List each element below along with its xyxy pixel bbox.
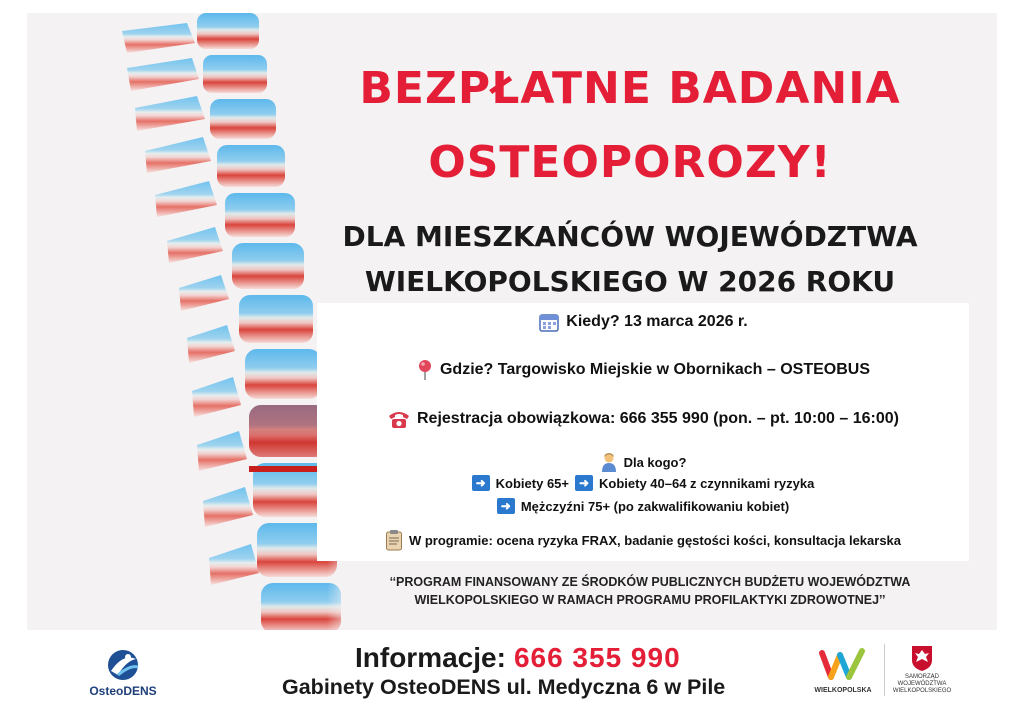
info-line bbox=[355, 642, 681, 674]
funding-note-line-1: ‘‘PROGRAM FINANSOWANY ZE ŚRODKÓW PUBLICZNYCH BUDŻETU WOJEWÓDZTWA bbox=[389, 575, 911, 589]
where-text: Gdzie? Targowisko Miejskie w Obornikach – OSTEOBUS bbox=[439, 361, 871, 378]
women-row bbox=[317, 475, 969, 491]
funding-note-line-2: WIELKOPOLSKIEGO W RAMACH PROGRAMU PROFILAKTYKI ZDROWOTNEJ’’ bbox=[414, 593, 886, 607]
wielkopolska-logo-text: WIELKOPOLSKA bbox=[814, 687, 872, 694]
clipboard-icon bbox=[385, 529, 403, 551]
calendar-icon bbox=[538, 311, 560, 333]
samorzad-line-2: WOJEWÓDZTWA bbox=[897, 681, 947, 687]
subheadline-line-1: DLA MIESZKAŃCÓW WOJEWÓDZTWA bbox=[342, 220, 918, 253]
telephone-icon bbox=[387, 409, 411, 429]
men-75-text: Mężczyźni 75+ (po zakwalifikowaniu kobiet) bbox=[520, 498, 790, 514]
funding-note bbox=[340, 573, 960, 609]
info-label: Informacje: bbox=[355, 642, 506, 673]
osteodens-logo-text bbox=[78, 684, 168, 698]
osteodens-logo-suffix: DENS bbox=[123, 684, 157, 698]
arrow-right-icon: ➜ bbox=[575, 475, 593, 491]
logo-divider bbox=[884, 644, 885, 696]
where-row bbox=[317, 359, 969, 381]
subheadline-line-2: WIELKOPOLSKIEGO W 2026 ROKU bbox=[364, 265, 896, 298]
program-text: W programie: ocena ryzyka FRAX, badanie gęstości kości, konsultacja lekarska bbox=[408, 532, 902, 548]
women-40-64-text: Kobiety 40–64 z czynnikami ryzyka bbox=[599, 475, 815, 491]
headline-line-2: OSTEOPOROZY! bbox=[428, 137, 832, 188]
registration-row bbox=[317, 409, 969, 429]
headline-line-1: BEZPŁATNE BADANIA bbox=[359, 63, 901, 114]
when-row bbox=[317, 311, 969, 333]
for-whom-heading: Dla kogo? bbox=[623, 454, 687, 470]
map-pin-icon bbox=[416, 359, 434, 381]
samorzad-line-3: WIELKOPOLSKIEGO bbox=[892, 688, 952, 694]
event-details-box bbox=[317, 303, 969, 561]
samorzad-logo-text bbox=[888, 674, 956, 695]
registration-text: Rejestracja obowiązkowa: 666 355 990 (pon. – pt. 10:00 – 16:00) bbox=[417, 410, 899, 427]
wielkopolska-logo-icon bbox=[818, 647, 868, 681]
arrow-right-icon: ➜ bbox=[497, 498, 515, 514]
info-phone: 666 355 990 bbox=[513, 642, 681, 673]
address: Gabinety OsteoDENS ul. Medyczna 6 w Pile bbox=[282, 675, 726, 699]
samorzad-line-1: SAMORZĄD bbox=[904, 674, 939, 680]
arrow-right-icon: ➜ bbox=[472, 475, 490, 491]
women-65-text: Kobiety 65+ bbox=[495, 475, 569, 491]
person-icon bbox=[600, 452, 618, 472]
program-row bbox=[317, 529, 969, 551]
osteodens-logo-icon bbox=[78, 647, 168, 707]
for-whom-row bbox=[317, 452, 969, 472]
men-row bbox=[317, 498, 969, 514]
coat-of-arms-icon bbox=[910, 644, 934, 672]
when-text: Kiedy? 13 marca 2026 r. bbox=[566, 313, 748, 330]
osteodens-logo-prefix: Osteo bbox=[89, 684, 124, 698]
